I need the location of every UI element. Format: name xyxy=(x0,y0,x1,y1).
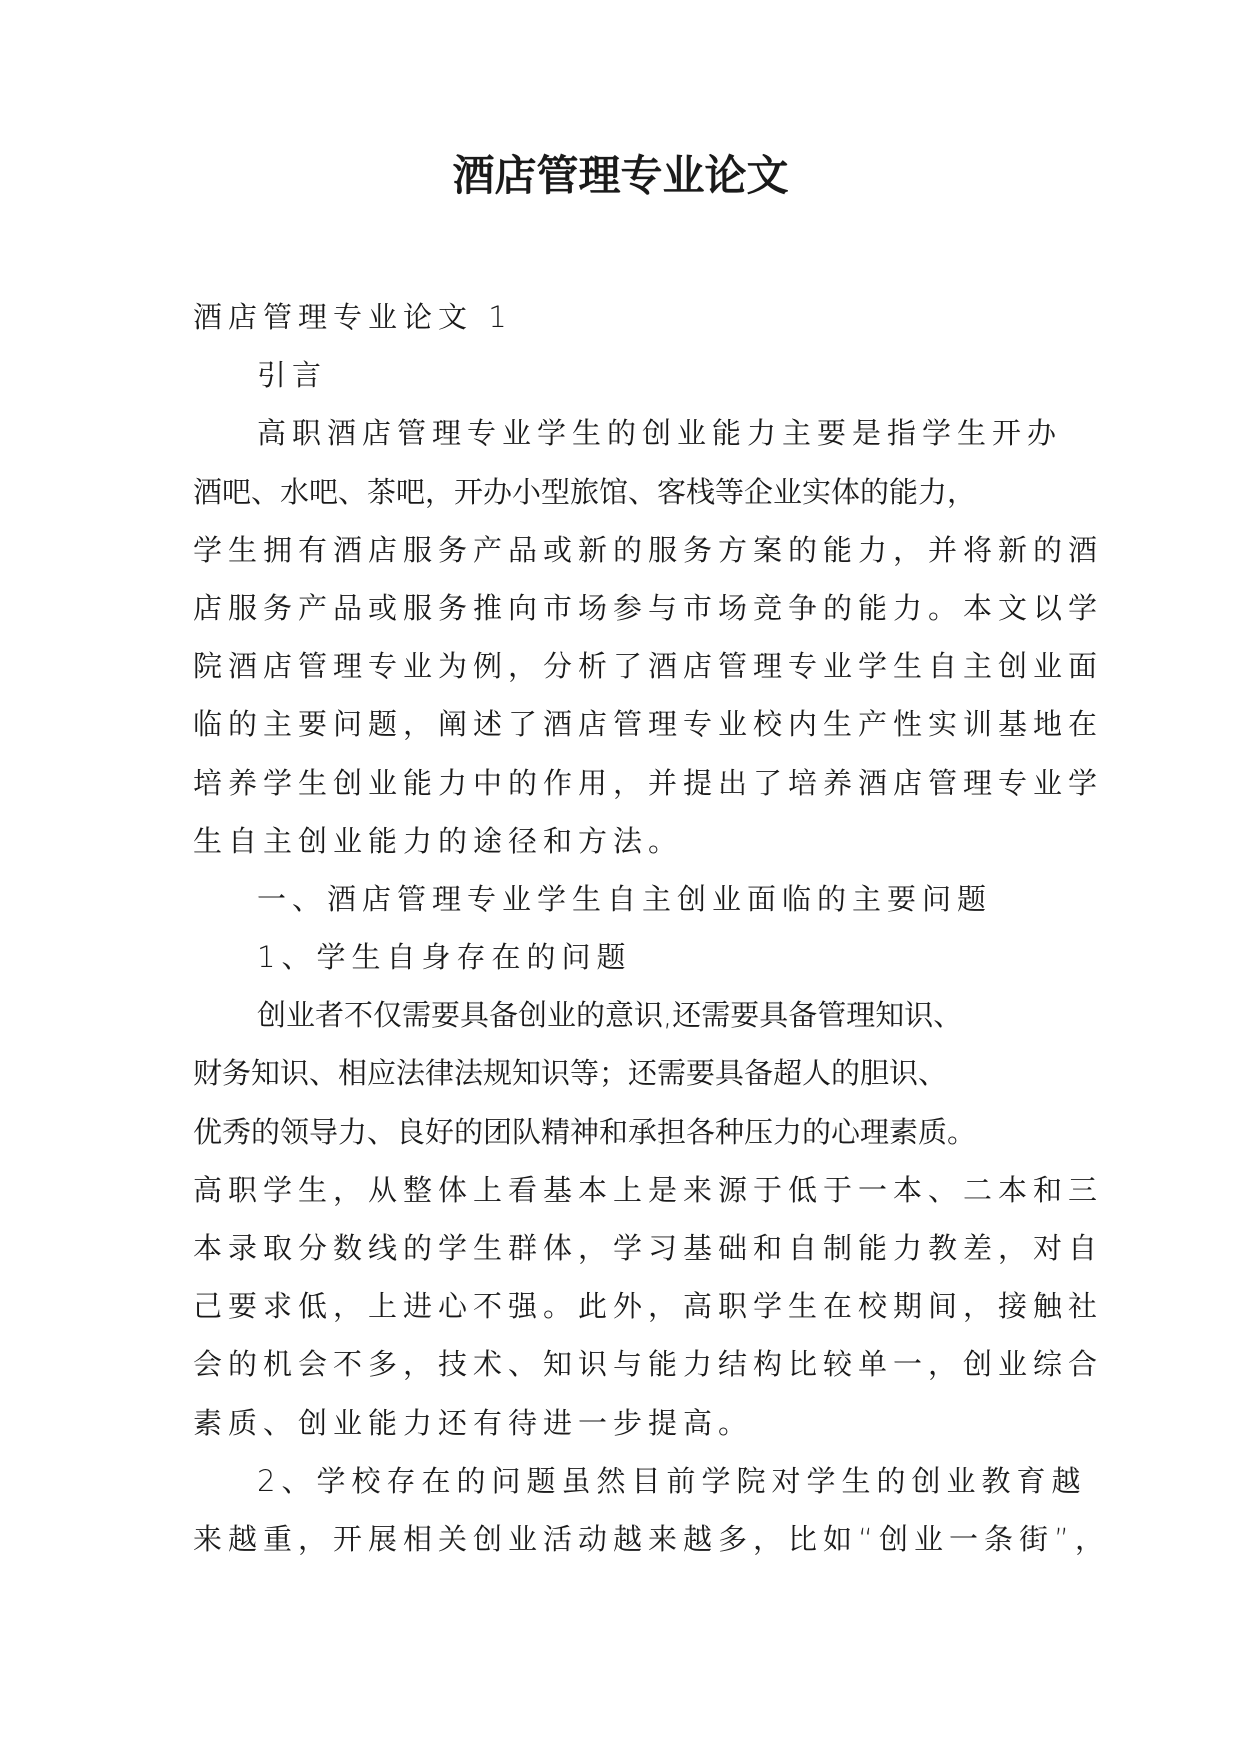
paragraph-line: 优秀的领导力、良好的团队精神和承担各种压力的心理素质。 xyxy=(193,1114,977,1149)
paragraph-line: 会的机会不多，技术、知识与能力结构比较单一，创业综合 xyxy=(193,1347,1104,1382)
paragraph-line: 生自主创业能力的途径和方法。 xyxy=(193,823,684,858)
section-heading-1: 一、酒店管理专业学生自主创业面临的主要问题 xyxy=(257,881,993,916)
paragraph-line: 培养学生创业能力中的作用，并提出了培养酒店管理专业学 xyxy=(193,765,1104,800)
document-title: 酒店管理专业论文 xyxy=(452,151,789,200)
paragraph-1-2 xyxy=(193,1452,1111,1568)
section-heading-1-1: 1、学生自身存在的问题 xyxy=(257,940,632,975)
document-body xyxy=(193,288,1111,1568)
paragraph-line: 酒吧、水吧、茶吧，开办小型旅馆、客栈等企业实体的能力， xyxy=(193,474,977,509)
paragraph-line: 临的主要问题，阐述了酒店管理专业校内生产性实训基地在 xyxy=(193,707,1104,742)
paragraph-line: 学生拥有酒店服务产品或新的服务方案的能力，并将新的酒 xyxy=(193,532,1104,567)
paragraph-line: 院酒店管理专业为例，分析了酒店管理专业学生自主创业面 xyxy=(193,649,1104,684)
paragraph-line: 本录取分数线的学生群体，学习基础和自制能力教差，对自 xyxy=(193,1231,1104,1265)
intro-paragraph xyxy=(193,404,1104,870)
paragraph-line: 店服务产品或服务推向市场参与市场竞争的能力。本文以学 xyxy=(193,590,1104,625)
paragraph-line: 素质、创业能力还有待进一步提高。 xyxy=(193,1405,754,1440)
paragraph-line: 创业者不仅需要具备创业的意识,还需要具备管理知识、 xyxy=(257,998,963,1033)
paragraph-line: 高职学生，从整体上看基本上是来源于低于一本、二本和三 xyxy=(193,1172,1104,1207)
paragraph-1-1 xyxy=(193,986,1104,1452)
paragraph-line: 财务知识、相应法律法规知识等；还需要具备超人的胆识、 xyxy=(193,1056,948,1091)
paragraph-line: 己要求低，上进心不强。此外，高职学生在校期间，接触社 xyxy=(193,1289,1104,1324)
section-heading-intro: 引言 xyxy=(257,358,328,393)
paragraph-line: 来越重，开展相关创业活动越来越多，比如“创业一条街”， xyxy=(193,1521,1111,1556)
paragraph-line: 高职酒店管理专业学生的创业能力主要是指学生开办 xyxy=(257,416,1063,451)
paragraph-line: 2、学校存在的问题虽然目前学院对学生的创业教育越 xyxy=(257,1463,1087,1498)
subtitle: 酒店管理专业论文 1 xyxy=(193,300,513,334)
